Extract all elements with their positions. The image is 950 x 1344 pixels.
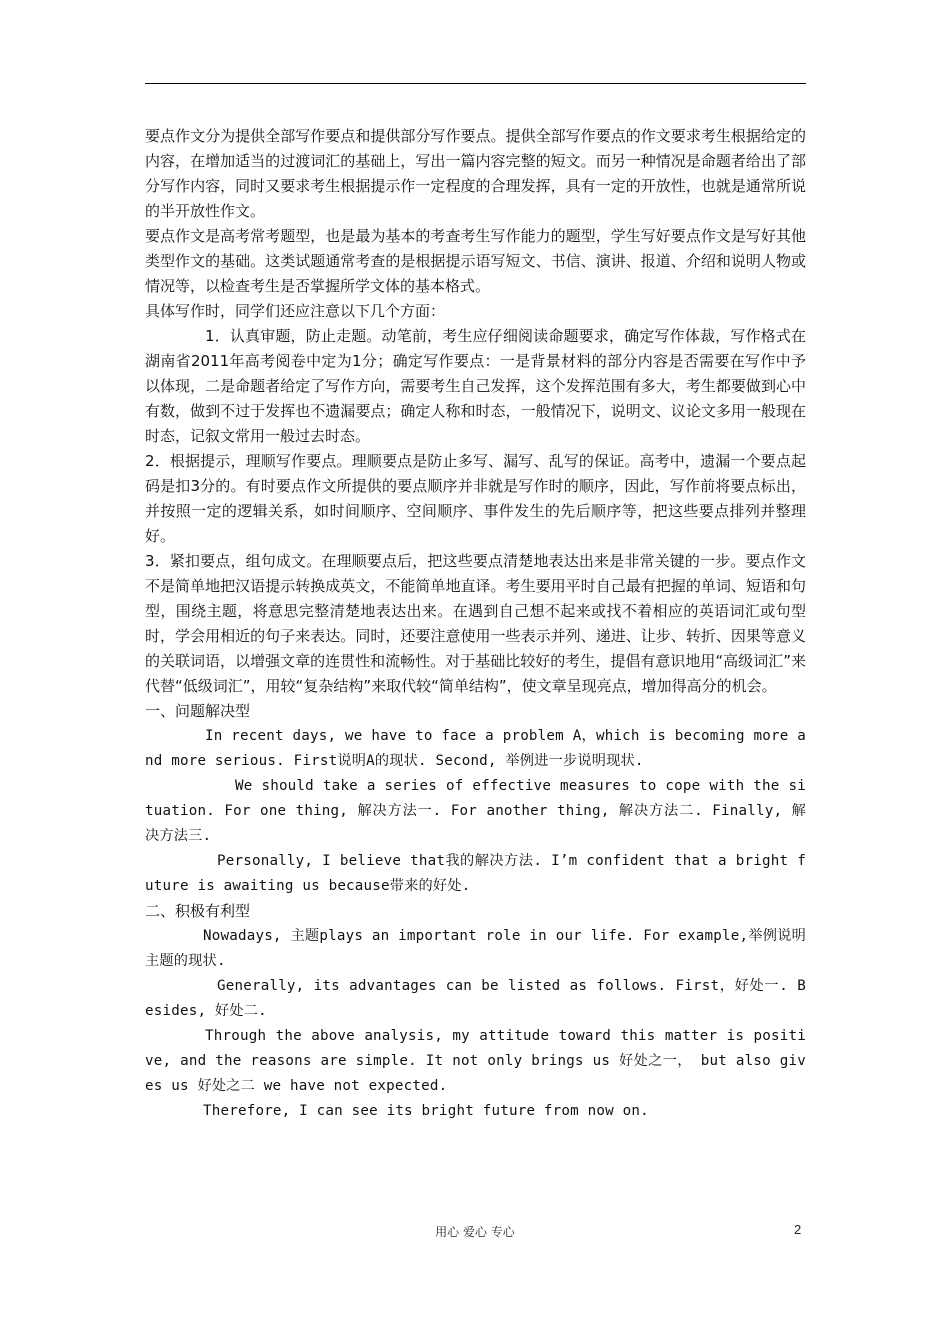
header-rule (145, 83, 806, 84)
template-paragraph: We should take a series of effective measures to cope with the situation. For one thing, 解决方法一. For another thing, 解决方法二. Finally, 解决方法三. (145, 778, 806, 844)
intro-paragraph-1: 要点作文分为提供全部写作要点和提供部分写作要点。提供全部写作要点的作文要求考生根据给定的内容，在增加适当的过渡词汇的基础上，写出一篇内容完整的短文。而另一种情况是命题者给出了部分写作内容，同时又要求考生根据提示作一定程度的合理发挥，具有一定的开放性，也就是通常所说的半开放性作文。 (145, 127, 806, 220)
intro-paragraph-3: 具体写作时，同学们还应注意以下几个方面： (145, 302, 446, 320)
document-body (145, 124, 806, 1124)
template-paragraph: In recent days, we have to face a problem A，which is becoming more and more serious. First说明A的现状. Second, 举例进一步说明现状. (145, 728, 806, 769)
template-paragraph: Personally, I believe that我的解决方法. I’m confident that a bright future is awaiting us because带来的好处. (145, 853, 806, 894)
tip-3: 3．紧扣要点，组句成文。在理顺要点后，把这些要点清楚地表达出来是非常关键的一步。要点作文不是简单地把汉语提示转换成英文，不能简单地直译。考生要用平时自己最有把握的单词、短语和句型，围绕主题，将意思完整清楚地表达出来。在遇到自己想不起来或找不着相应的英语词汇或句型时，学会用相近的句子来表达。同时，还要注意使用一些表示并列、递进、让步、转折、因果等意义的关联词语，以增强文章的连贯性和流畅性。对于基础比较好的考生，提倡有意识地用“高级词汇”来代替“低级词汇”，用较“复杂结构”来取代较“简单结构”，使文章呈现亮点，增加得高分的机会。 (145, 552, 806, 695)
template-paragraph: Generally, its advantages can be listed as follows. First，好处一. Besides, 好处二. (145, 978, 806, 1019)
template-paragraph: Therefore, I can see its bright future from now on. (203, 1103, 649, 1119)
intro-paragraph-2: 要点作文是高考常考题型，也是最为基本的考查考生写作能力的题型，学生写好要点作文是写好其他类型作文的基础。这类试题通常考查的是根据提示语写短文、书信、演讲、报道、介绍和说明人物或情况等，以检查考生是否掌握所学文体的基本格式。 (145, 227, 806, 295)
tip-2: 2．根据提示，理顺写作要点。理顺要点是防止多写、漏写、乱写的保证。高考中，遗漏一个要点起码是扣3分的。有时要点作文所提供的要点顺序并非就是写作时的顺序，因此，写作前将要点标出，并按照一定的逻辑关系，如时间顺序、空间顺序、事件发生的先后顺序等，把这些要点排列并整理好。 (145, 452, 806, 545)
section-heading-problem-solving: 一、问题解决型 (145, 702, 251, 720)
page-footer: 用心 爱心 专心 (435, 1225, 515, 1239)
template-paragraph: Nowadays, 主题plays an important role in our life. For example,举例说明主题的现状. (145, 928, 806, 969)
tip-1: 1．认真审题，防止走题。动笔前，考生应仔细阅读命题要求，确定写作体裁，写作格式在湖南省2011年高考阅卷中定为1分；确定写作要点：一是背景材料的部分内容是否需要在写作中予以体现，二是命题者给定了写作方向，需要考生自己发挥，这个发挥范围有多大，考生都要做到心中有数，做到不过于发挥也不遗漏要点；确定人称和时态，一般情况下，说明文、议论文多用一般现在时态，记叙文常用一般过去时态。 (145, 327, 806, 445)
page-number: 2 (794, 1222, 802, 1237)
section-heading-positive: 二、积极有利型 (145, 902, 251, 920)
template-paragraph: Through the above analysis, my attitude toward this matter is positive, and the reasons are simple. It not only brings us 好处之一， but also gives us 好处之二 we have not expected. (145, 1028, 806, 1094)
